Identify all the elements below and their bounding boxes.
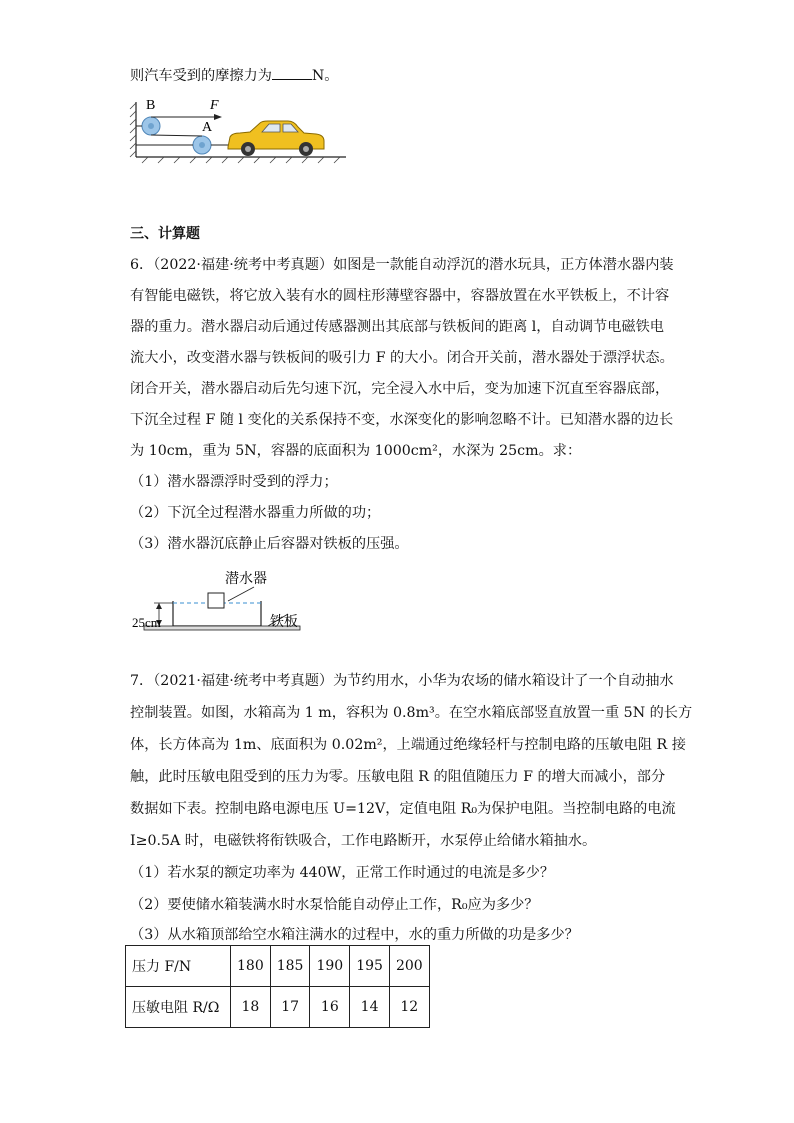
label-f: F bbox=[210, 98, 219, 113]
q7-line-5: 数据如下表。控制电路电源电压 U=12V，定值电阻 R₀为保护电阻。当控制电路的电流 bbox=[130, 801, 676, 817]
pressure-resistance-table bbox=[125, 945, 430, 1028]
table-cell: 200 bbox=[389, 946, 429, 987]
q6-line-2: 有智能电磁铁，将它放入装有水的圆柱形薄壁容器中，容器放置在水平铁板上，不计容 bbox=[130, 288, 670, 304]
label-depth: 25cm bbox=[132, 615, 161, 630]
q7-line-3: 体，长方体高为 1m、底面积为 0.02m²，上端通过绝缘轻杆与控制电路的压敏电阻 R 接 bbox=[130, 737, 686, 753]
table-cell: 12 bbox=[389, 987, 429, 1028]
q7-sub-2: （2）要使储水箱装满水时水泵恰能自动停止工作，R₀应为多少？ bbox=[130, 897, 539, 913]
car-icon bbox=[228, 121, 324, 156]
table-cell: 190 bbox=[310, 946, 350, 987]
table-cell: 180 bbox=[231, 946, 271, 987]
q6-sub-3: （3）潜水器沉底静止后容器对铁板的压强。 bbox=[130, 536, 409, 552]
q7-sub-3: （3）从水箱顶部给空水箱注满水的过程中，水的重力所做的功是多少？ bbox=[130, 927, 579, 943]
q6-line-7: 为 10cm，重为 5N，容器的底面积为 1000cm²，水深为 25cm。求： bbox=[130, 443, 582, 459]
label-plate: 铁板 bbox=[270, 614, 298, 630]
q7-line-1: 7．（2021·福建·统考中考真题）为节约用水，小华为农场的储水箱设计了一个自动抽水 bbox=[130, 673, 674, 689]
q6-sub-1: （1）潜水器漂浮时受到的浮力； bbox=[130, 474, 338, 490]
q6-line-4: 流大小，改变潜水器与铁板间的吸引力 F 的大小。闭合开关前，潜水器处于漂浮状态。 bbox=[130, 350, 674, 366]
table-cell: 195 bbox=[350, 946, 390, 987]
q6-line-1: 6．（2022·福建·统考中考真题）如图是一款能自动浮沉的潜水玩具，正方体潜水器内装 bbox=[130, 257, 674, 273]
q7-line-6: I≥0.5A 时，电磁铁将衔铁吸合，工作电路断开，水泵停止给储水箱抽水。 bbox=[130, 833, 597, 849]
label-a: A bbox=[202, 120, 213, 135]
table-cell: 17 bbox=[270, 987, 310, 1028]
section-title: 三、计算题 bbox=[130, 226, 200, 242]
table-cell: 185 bbox=[270, 946, 310, 987]
q7-line-4: 触，此时压敏电阻受到的压力为零。压敏电阻 R 的阻值随压力 F 的增大而减小，部分 bbox=[130, 769, 666, 785]
q6-sub-2: （2）下沉全过程潜水器重力所做的功； bbox=[130, 505, 381, 521]
q6-line-6: 下沉全过程 F 随 l 变化的关系保持不变，水深变化的影响忽略不计。已知潜水器的边长 bbox=[130, 412, 674, 428]
q6-line-3: 器的重力。潜水器启动后通过传感器测出其底部与铁板间的距离 l，自动调节电磁铁电 bbox=[130, 319, 664, 335]
table-cell: 14 bbox=[350, 987, 390, 1028]
label-device: 潜水器 bbox=[225, 571, 267, 587]
table-header-force: 压力 F/N bbox=[126, 946, 231, 987]
table-header-resistance: 压敏电阻 R/Ω bbox=[126, 987, 231, 1028]
label-b: B bbox=[146, 98, 156, 113]
table-cell: 16 bbox=[310, 987, 350, 1028]
q5-tail-line bbox=[130, 66, 339, 86]
q5-tail-text: 则汽车受到的摩擦力为 bbox=[130, 68, 272, 84]
q5-tail-unit: N。 bbox=[311, 68, 339, 84]
answer-blank[interactable] bbox=[272, 66, 312, 80]
table-cell: 18 bbox=[231, 987, 271, 1028]
q6-line-5: 闭合开关，潜水器启动后先匀速下沉，完全浸入水中后，变为加速下沉直至容器底部， bbox=[130, 381, 670, 397]
figure-submersible bbox=[128, 568, 328, 640]
table-row bbox=[126, 946, 430, 987]
submersible-box bbox=[208, 593, 224, 608]
q7-line-2: 控制装置。如图，水箱高为 1 m，容积为 0.8m³。在空水箱底部竖直放置一重 5N 的长方 bbox=[130, 705, 693, 721]
figure-car-pulley bbox=[128, 97, 348, 172]
table-row bbox=[126, 987, 430, 1028]
q7-sub-1: （1）若水泵的额定功率为 440W，正常工作时通过的电流是多少？ bbox=[130, 865, 555, 881]
